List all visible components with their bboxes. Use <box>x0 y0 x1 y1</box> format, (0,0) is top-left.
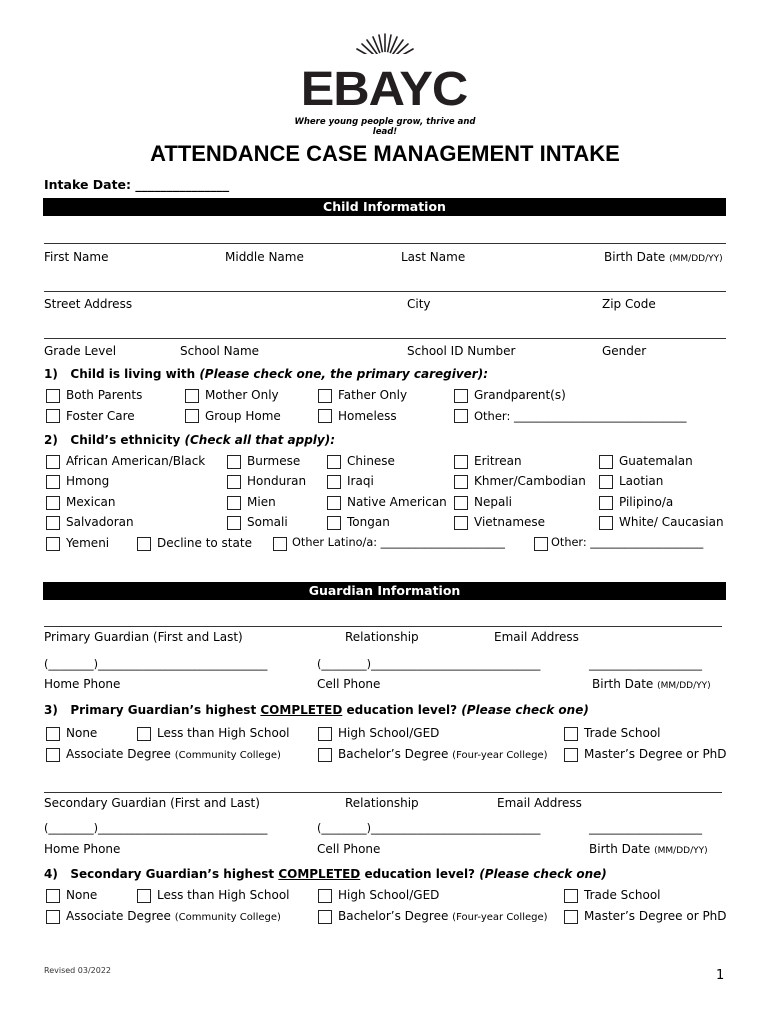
option-masters: Master’s Degree or PhD <box>584 747 727 761</box>
label-relationship: Relationship <box>345 796 419 810</box>
label-relationship: Relationship <box>345 630 419 644</box>
label-middle-name: Middle Name <box>225 250 304 264</box>
checkbox-secondary-masters[interactable] <box>564 910 578 924</box>
page-title: ATTENDANCE CASE MANAGEMENT INTAKE <box>150 141 620 166</box>
label-school-id: School ID Number <box>407 344 516 358</box>
option-associate: Associate Degree (Community College) <box>66 909 281 923</box>
label-last-name: Last Name <box>401 250 466 264</box>
secondary-cell-phone-field[interactable]: (________)______________________________ <box>317 822 541 835</box>
checkbox-native-american[interactable] <box>327 496 341 510</box>
checkbox-hmong[interactable] <box>46 475 60 489</box>
option-less-hs: Less than High School <box>157 888 290 902</box>
checkbox-primary-associate[interactable] <box>46 748 60 762</box>
label-first-name: First Name <box>44 250 109 264</box>
checkbox-burmese[interactable] <box>227 455 241 469</box>
checkbox-father-only[interactable] <box>318 389 332 403</box>
checkbox-mother-only[interactable] <box>185 389 199 403</box>
checkbox-mien[interactable] <box>227 496 241 510</box>
checkbox-guatemalan[interactable] <box>599 455 613 469</box>
logo-sunburst-icon <box>340 30 430 66</box>
section-header-child: Child Information <box>43 198 726 216</box>
option-laotian: Laotian <box>619 474 664 488</box>
option-eritrean: Eritrean <box>474 454 522 468</box>
label-birth-date-format: (MM/DD/YY) <box>657 681 711 691</box>
option-hs: High School/GED <box>338 888 440 902</box>
question-living-with: 1) Child is living with (Please check one, the primary caregiver): <box>44 367 488 381</box>
checkbox-secondary-bachelor[interactable] <box>318 910 332 924</box>
option-salvadoran: Salvadoran <box>66 515 134 529</box>
address-line[interactable] <box>44 291 726 292</box>
checkbox-nepali[interactable] <box>454 496 468 510</box>
page-number: 1 <box>716 968 725 983</box>
option-grandparents: Grandparent(s) <box>474 388 566 402</box>
label-home-phone: Home Phone <box>44 677 121 691</box>
label-gender: Gender <box>602 344 647 358</box>
primary-birth-date-field[interactable]: ____________________ <box>589 658 702 671</box>
option-honduran: Honduran <box>247 474 307 488</box>
option-bachelor: Bachelor’s Degree (Four-year College) <box>338 909 548 923</box>
label-zip-code: Zip Code <box>602 297 656 311</box>
option-yemeni: Yemeni <box>66 536 110 550</box>
question-primary-education: 3) Primary Guardian’s highest COMPLETED education level? (Please check one) <box>44 703 589 717</box>
checkbox-other-ethnicity[interactable] <box>534 537 548 551</box>
option-tongan: Tongan <box>347 515 390 529</box>
option-nepali: Nepali <box>474 495 512 509</box>
checkbox-chinese[interactable] <box>327 455 341 469</box>
checkbox-eritrean[interactable] <box>454 455 468 469</box>
option-native-american: Native American <box>347 495 447 509</box>
option-homeless: Homeless <box>338 409 397 423</box>
option-none: None <box>66 888 98 902</box>
checkbox-yemeni[interactable] <box>46 537 60 551</box>
checkbox-secondary-associate[interactable] <box>46 910 60 924</box>
checkbox-salvadoran[interactable] <box>46 516 60 530</box>
checkbox-group-home[interactable] <box>185 409 199 423</box>
label-secondary-guardian: Secondary Guardian (First and Last) <box>44 796 260 810</box>
school-line[interactable] <box>44 338 726 339</box>
label-home-phone: Home Phone <box>44 842 121 856</box>
checkbox-honduran[interactable] <box>227 475 241 489</box>
option-associate: Associate Degree (Community College) <box>66 747 281 761</box>
label-grade-level: Grade Level <box>44 344 117 358</box>
option-other-ethnicity: Other: ____________________ <box>551 536 704 549</box>
checkbox-primary-masters[interactable] <box>564 748 578 762</box>
primary-guardian-line[interactable] <box>44 626 722 627</box>
checkbox-primary-hs[interactable] <box>318 727 332 741</box>
checkbox-mexican[interactable] <box>46 496 60 510</box>
option-burmese: Burmese <box>247 454 301 468</box>
checkbox-tongan[interactable] <box>327 516 341 530</box>
checkbox-primary-bachelor[interactable] <box>318 748 332 762</box>
option-white: White/ Caucasian <box>619 515 724 529</box>
label-primary-guardian: Primary Guardian (First and Last) <box>44 630 243 644</box>
option-somali: Somali <box>247 515 288 529</box>
option-african-american: African American/Black <box>66 454 206 468</box>
checkbox-khmer[interactable] <box>454 475 468 489</box>
option-iraqi: Iraqi <box>347 474 374 488</box>
option-father-only: Father Only <box>338 388 408 402</box>
option-chinese: Chinese <box>347 454 395 468</box>
secondary-birth-date-field[interactable]: ____________________ <box>589 822 702 835</box>
option-group-home: Group Home <box>205 409 281 423</box>
option-khmer: Khmer/Cambodian <box>474 474 586 488</box>
question-secondary-education: 4) Secondary Guardian’s highest COMPLETED education level? (Please check one) <box>44 867 607 881</box>
checkbox-foster-care[interactable] <box>46 409 60 423</box>
checkbox-white[interactable] <box>599 516 613 530</box>
checkbox-other-living[interactable] <box>454 409 468 423</box>
option-hs: High School/GED <box>338 726 440 740</box>
checkbox-laotian[interactable] <box>599 475 613 489</box>
option-guatemalan: Guatemalan <box>619 454 693 468</box>
checkbox-decline[interactable] <box>137 537 151 551</box>
checkbox-secondary-less-hs[interactable] <box>137 889 151 903</box>
option-mexican: Mexican <box>66 495 116 509</box>
logo: EBAYC <box>300 63 468 116</box>
option-trade: Trade School <box>584 726 661 740</box>
checkbox-secondary-hs[interactable] <box>318 889 332 903</box>
label-email: Email Address <box>494 630 579 644</box>
checkbox-both-parents[interactable] <box>46 389 60 403</box>
checkbox-pilipino[interactable] <box>599 496 613 510</box>
option-decline: Decline to state <box>157 536 252 550</box>
option-both-parents: Both Parents <box>66 388 143 402</box>
option-vietnamese: Vietnamese <box>474 515 546 529</box>
label-city: City <box>407 297 431 311</box>
option-foster-care: Foster Care <box>66 409 135 423</box>
label-cell-phone: Cell Phone <box>317 842 381 856</box>
option-other-living: Other: ______________________________ <box>474 409 687 423</box>
checkbox-secondary-trade[interactable] <box>564 889 578 903</box>
option-pilipino: Pilipino/a <box>619 495 674 509</box>
logo-tagline: Where young people grow, thrive and lead! <box>294 117 476 137</box>
label-birth-date: Birth Date <box>604 250 666 264</box>
label-street-address: Street Address <box>44 297 133 311</box>
option-mother-only: Mother Only <box>205 388 279 402</box>
option-other-latino: Other Latino/a: ______________________ <box>292 536 505 549</box>
checkbox-primary-trade[interactable] <box>564 727 578 741</box>
section-header-guardian: Guardian Information <box>43 582 726 600</box>
checkbox-primary-less-hs[interactable] <box>137 727 151 741</box>
option-mien: Mien <box>247 495 276 509</box>
checkbox-iraqi[interactable] <box>327 475 341 489</box>
label-school-name: School Name <box>180 344 260 358</box>
option-bachelor: Bachelor’s Degree (Four-year College) <box>338 747 548 761</box>
checkbox-homeless[interactable] <box>318 409 332 423</box>
secondary-home-phone-field[interactable]: (________)______________________________ <box>44 822 268 835</box>
primary-cell-phone-field[interactable]: (________)______________________________ <box>317 658 541 671</box>
checkbox-vietnamese[interactable] <box>454 516 468 530</box>
primary-home-phone-field[interactable]: (________)______________________________ <box>44 658 268 671</box>
label-birth-date: Birth Date <box>592 677 654 691</box>
checkbox-secondary-none[interactable] <box>46 889 60 903</box>
intake-date-field[interactable]: Intake Date: _______________ <box>44 177 230 192</box>
checkbox-primary-none[interactable] <box>46 727 60 741</box>
option-masters: Master’s Degree or PhD <box>584 909 727 923</box>
checkbox-african-american[interactable] <box>46 455 60 469</box>
option-hmong: Hmong <box>66 474 110 488</box>
revision-note: Revised 03/2022 <box>44 966 112 975</box>
checkbox-grandparents[interactable] <box>454 389 468 403</box>
checkbox-other-latino[interactable] <box>273 537 287 551</box>
option-trade: Trade School <box>584 888 661 902</box>
option-less-hs: Less than High School <box>157 726 290 740</box>
label-cell-phone: Cell Phone <box>317 677 381 691</box>
label-birth-date: Birth Date <box>589 842 651 856</box>
option-none: None <box>66 726 98 740</box>
checkbox-somali[interactable] <box>227 516 241 530</box>
name-line[interactable] <box>44 243 726 244</box>
label-email: Email Address <box>497 796 582 810</box>
secondary-guardian-line[interactable] <box>44 792 722 793</box>
label-birth-date-format: (MM/DD/YY) <box>654 846 708 856</box>
label-birth-date-format: (MM/DD/YY) <box>669 254 723 264</box>
question-ethnicity: 2) Child’s ethnicity (Check all that apply): <box>44 433 336 447</box>
